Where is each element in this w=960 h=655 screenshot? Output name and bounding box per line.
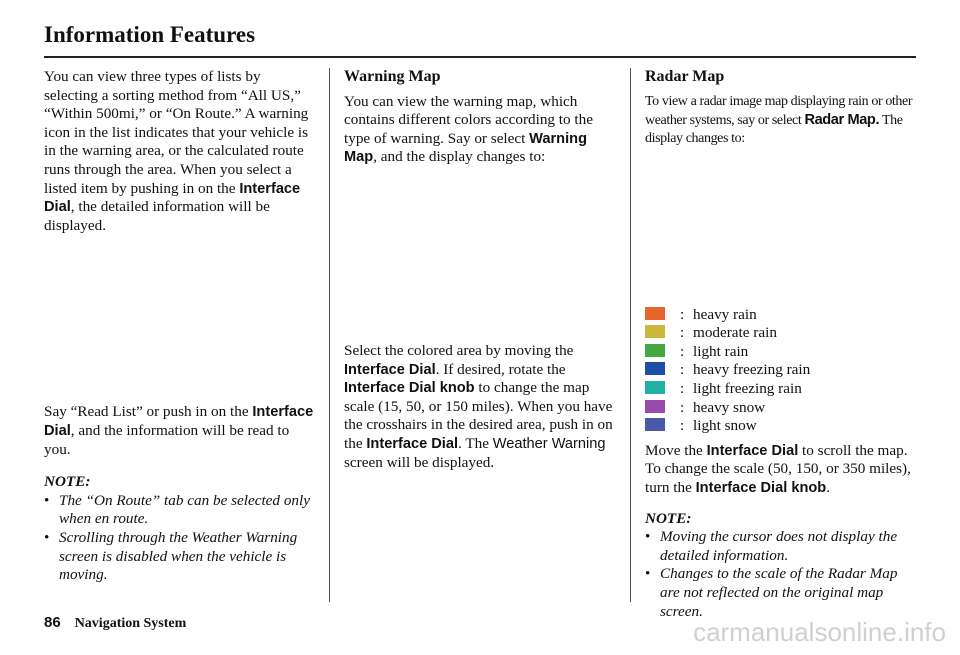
note-title: NOTE: (645, 509, 692, 527)
legend-item (645, 399, 917, 418)
list-sorting-paragraph: You can view three types of lists by selecting a sorting method from “All US,” “Within 500mi,” or “On Route.” A warning icon in the list indicates that your vehicle is in the warning area, or the calculated route runs through the area. When you select a listed item by pushing in on the Interface Dial, the detailed information will be displayed. (44, 68, 309, 234)
legend-item (645, 343, 917, 362)
legend-swatch (645, 325, 665, 338)
legend-label: light freezing rain (693, 379, 802, 397)
note-item: • Moving the cursor does not display the detailed information. (645, 528, 917, 565)
legend-label: heavy rain (693, 305, 757, 323)
radar-map-intro: To view a radar image map displaying rain or other weather systems, say or select Radar Map. The display changes to: (645, 93, 913, 146)
legend-item (645, 417, 917, 436)
legend-swatch (645, 381, 665, 394)
radar-map-heading: Radar Map (645, 68, 725, 85)
legend-swatch (645, 307, 665, 320)
column-divider (329, 68, 330, 602)
watermark: carmanualsonline.info (693, 617, 946, 647)
column-list-info (44, 68, 316, 585)
legend-separator: : (680, 342, 685, 360)
header-rule (44, 56, 916, 58)
note-item: • The “On Route” tab can be selected only when en route. (44, 492, 316, 529)
radar-legend (645, 306, 917, 436)
page-footer (44, 614, 186, 632)
legend-label: light snow (693, 417, 757, 435)
note-item: • Changes to the scale of the Radar Map are not reflected on the original map screen. (645, 565, 917, 621)
warning-map-heading: Warning Map (344, 68, 441, 85)
page-number: 86 (44, 614, 61, 631)
legend-item (645, 361, 917, 380)
legend-separator: : (680, 305, 685, 323)
column-divider (630, 68, 631, 602)
legend-item (645, 306, 917, 325)
radar-map-instructions: Move the Interface Dial to scroll the map. To change the scale (50, 150, or 350 miles), turn the Interface Dial knob. (645, 441, 911, 496)
note-block (645, 510, 917, 622)
legend-separator: : (680, 417, 685, 435)
legend-label: heavy freezing rain (693, 361, 811, 379)
column-radar-map (645, 68, 917, 621)
note-item: • Scrolling through the Weather Warning screen is disabled when the vehicle is moving. (44, 529, 316, 585)
legend-separator: : (680, 398, 685, 416)
warning-map-instructions: Select the colored area by moving the Interface Dial. If desired, rotate the Interface Dial knob to change the map scale (15, 50, or 150 miles). When you have the crosshairs in the desired area, push in on the Interface Dial. The Weather Warning screen will be displayed. (344, 341, 613, 471)
legend-swatch (645, 400, 665, 413)
legend-label: moderate rain (693, 324, 777, 342)
note-block (44, 473, 316, 585)
legend-separator: : (680, 324, 685, 342)
page-header (44, 22, 255, 48)
legend-swatch (645, 344, 665, 357)
note-list (645, 528, 917, 621)
legend-separator: : (680, 379, 685, 397)
page-title: Information Features (44, 22, 256, 47)
legend-swatch (645, 418, 665, 431)
legend-item (645, 380, 917, 399)
legend-item (645, 324, 917, 343)
warning-map-intro: You can view the warning map, which contains different colors according to the type of warning. Say or select Warning Map, and the display changes to: (344, 92, 593, 166)
note-list (44, 492, 316, 585)
read-list-paragraph: Say “Read List” or push in on the Interface Dial, and the information will be read to you. (44, 403, 314, 458)
legend-separator: : (680, 361, 685, 379)
column-warning-map (344, 68, 616, 472)
legend-label: heavy snow (693, 398, 766, 416)
note-title: NOTE: (44, 473, 91, 491)
legend-label: light rain (693, 342, 749, 360)
footer-section: Navigation System (74, 616, 187, 631)
legend-swatch (645, 362, 665, 375)
